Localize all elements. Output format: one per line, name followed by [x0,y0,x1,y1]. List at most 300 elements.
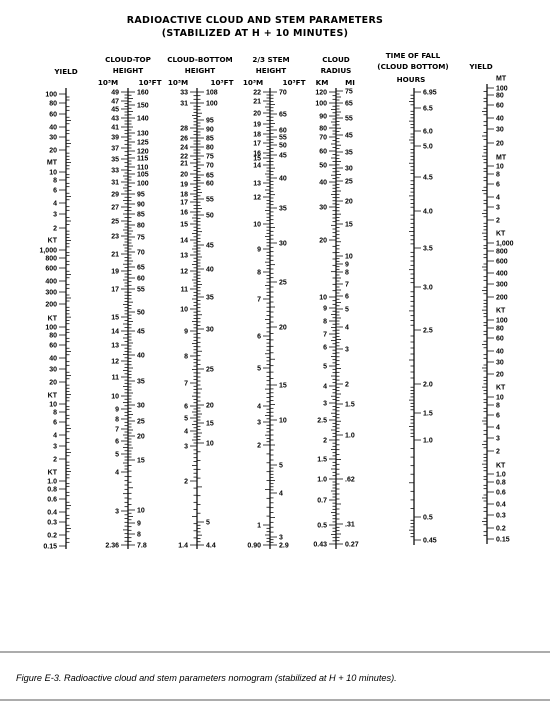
tick-label-yield_left: 600 [45,265,57,273]
tick-label-right-cloud_bottom: 75 [206,153,214,161]
unit-label-yield_right: KT [496,384,506,392]
tick-label-left-cloud_top: 17 [111,286,119,294]
tick-label-yield_left: 0.3 [47,519,57,527]
unit-label-yield_left: MT [46,159,57,167]
tick-label-yield_right: 6 [496,412,500,420]
tick-label-left-cloud_radius: 1.5 [317,456,327,464]
scale-header-time_of_fall-0: TIME OF FALL [385,51,441,60]
tick-label-yield_right: 40 [496,348,504,356]
tick-label-yield_right: 30 [496,126,504,134]
tick-label-yield_right: 80 [496,92,504,100]
tick-label-yield_left: 3 [53,211,57,219]
tick-label-right-cloud_bottom: 50 [206,212,214,220]
tick-label-time_of_fall: 0.45 [423,537,437,545]
tick-label-yield_right: 20 [496,140,504,148]
tick-label-right-cloud_bottom: 30 [206,326,214,334]
scale-units-cloud_top-left: 10³M [97,78,119,87]
tick-label-right-stem_height: 20 [279,324,287,332]
tick-label-right-cloud_top: 150 [137,102,149,110]
tick-label-right-stem_height: 25 [279,279,287,287]
scale-header-cloud_radius-1: RADIUS [320,66,352,75]
tick-label-left-cloud_bottom: 15 [180,221,188,229]
tick-label-right-cloud_bottom: 40 [206,266,214,274]
tick-label-yield_right: 1,000 [496,240,514,248]
tick-label-right-stem_height: 15 [279,382,287,390]
tick-label-right-cloud_bottom: 100 [206,100,218,108]
scale-header-stem_height-0: 2/3 STEM [252,55,290,64]
tick-label-right-cloud_top: 50 [137,309,145,317]
scale-header-cloud_top-1: HEIGHT [112,66,144,75]
tick-label-left-cloud_top: 31 [111,179,119,187]
tick-label-left-cloud_bottom: 13 [180,252,188,260]
tick-label-left-stem_height: 6 [257,333,261,341]
tick-label-left-stem_height: 2 [257,442,261,450]
scale-header-time_of_fall-2: HOURS [396,75,426,84]
tick-label-left-cloud_radius: 5 [323,363,327,371]
tick-label-right-cloud_radius: 1.0 [345,432,355,440]
tick-label-left-cloud_radius: 30 [319,204,327,212]
tick-label-right-cloud_top: 125 [137,139,149,147]
tick-label-right-cloud_radius: 20 [345,198,353,206]
tick-label-left-cloud_top: 33 [111,167,119,175]
unit-label-yield_left: KT [47,237,57,245]
tick-label-yield_left: 1,000 [39,247,57,255]
tick-label-right-cloud_top: 115 [137,155,149,163]
tick-label-right-cloud_bottom: 15 [206,420,214,428]
tick-label-right-cloud_radius: 30 [345,165,353,173]
tick-label-left-cloud_top: 12 [111,358,119,366]
tick-label-left-cloud_top: 14 [111,328,119,336]
scale-header-yield_left-0: YIELD [54,67,78,76]
tick-label-left-cloud_top: 35 [111,156,119,164]
tick-label-right-cloud_top: 15 [137,457,145,465]
tick-label-right-cloud_bottom: 90 [206,126,214,134]
tick-label-right-cloud_bottom: 80 [206,144,214,152]
tick-label-right-cloud_top: 35 [137,378,145,386]
tick-label-yield_right: 30 [496,359,504,367]
tick-label-right-cloud_bottom: 10 [206,440,214,448]
tick-label-left-cloud_top: 5 [115,451,119,459]
tick-label-left-stem_height: 13 [253,180,261,188]
tick-label-yield_right: 2 [496,217,500,225]
unit-label-yield_right: KT [496,307,506,315]
tick-label-left-cloud_radius: 8 [323,318,327,326]
scale-cloud_radius [313,55,358,549]
tick-label-left-cloud_top: 27 [111,204,119,212]
tick-label-yield_left: 300 [45,289,57,297]
tick-label-left-stem_height: 22 [253,89,261,97]
unit-label-yield_right: KT [496,462,506,470]
tick-label-right-cloud_top: 8 [137,531,141,539]
scale-units-cloud_radius-left: KM [315,78,329,87]
tick-label-left-cloud_bottom: 20 [180,171,188,179]
tick-label-time_of_fall: 2.5 [423,327,433,335]
tick-label-left-cloud_top: 47 [111,98,119,106]
tick-label-yield_right: 100 [496,317,508,325]
tick-label-yield_right: 600 [496,258,508,266]
tick-label-right-cloud_radius: 2 [345,381,349,389]
tick-label-right-cloud_bottom: 60 [206,180,214,188]
tick-label-left-cloud_top: 45 [111,106,119,114]
tick-label-right-cloud_radius: 5 [345,306,349,314]
tick-label-yield_left: 0.4 [47,509,57,517]
tick-label-time_of_fall: 2.0 [423,381,433,389]
tick-label-left-cloud_radius: 3 [323,400,327,408]
tick-label-right-stem_height: 55 [279,134,287,142]
tick-label-yield_right: 0.15 [496,536,510,544]
tick-label-yield_left: 30 [49,134,57,142]
tick-label-right-stem_height: 30 [279,240,287,248]
tick-label-time_of_fall: 4.0 [423,208,433,216]
unit-label-yield_right: MT [496,75,507,83]
tick-label-yield_right: 1.0 [496,471,506,479]
tick-label-yield_right: 40 [496,115,504,123]
tick-label-left-cloud_top: 3 [115,508,119,516]
tick-label-right-cloud_bottom: 70 [206,162,214,170]
tick-label-right-cloud_top: 10 [137,507,145,515]
tick-label-yield_left: 6 [53,419,57,427]
tick-label-left-cloud_bottom: 33 [180,89,188,97]
tick-label-yield_right: 10 [496,163,504,171]
tick-label-left-stem_height: 20 [253,110,261,118]
tick-label-left-cloud_top: 9 [115,406,119,414]
tick-label-yield_left: 4 [53,432,57,440]
tick-label-right-stem_height: 10 [279,417,287,425]
tick-label-right-cloud_top: 130 [137,130,149,138]
scale-time_of_fall [377,51,448,545]
tick-label-left-cloud_radius: 9 [323,305,327,313]
tick-label-right-stem_height: 35 [279,205,287,213]
tick-label-left-cloud_top: 21 [111,251,119,259]
tick-label-left-stem_height: 19 [253,121,261,129]
tick-label-right-cloud_bottom: 20 [206,402,214,410]
tick-label-right-cloud_top: 80 [137,222,145,230]
tick-label-left-cloud_radius: 2 [323,437,327,445]
tick-label-left-stem_height: 12 [253,194,261,202]
tick-label-yield_left: 0.8 [47,486,57,494]
tick-label-right-cloud_bottom: 35 [206,294,214,302]
tick-label-yield_left: 0.2 [47,532,57,540]
tick-label-left-cloud_bottom: 17 [180,199,188,207]
tick-label-left-cloud_top: 41 [111,124,119,132]
tick-label-yield_right: 3 [496,204,500,212]
tick-label-left-cloud_bottom: 19 [180,181,188,189]
tick-label-left-cloud_radius: 0.7 [317,497,327,505]
tick-label-right-stem_height: 5 [279,462,283,470]
tick-label-right-cloud_radius: 8 [345,269,349,277]
scale-header-cloud_top-0: CLOUD-TOP [105,55,151,64]
tick-label-yield_left: 60 [49,111,57,119]
tick-label-right-cloud_top: 110 [137,164,149,172]
tick-label-right-cloud_top: 70 [137,249,145,257]
tick-label-right-cloud_top: 65 [137,264,145,272]
tick-label-left-stem_height: 16 [253,150,261,158]
tick-label-left-cloud_radius: 90 [319,113,327,121]
tick-label-right-cloud_radius: .62 [345,476,355,484]
tick-label-yield_right: 60 [496,102,504,110]
tick-label-left-cloud_top: 37 [111,145,119,153]
tick-label-yield_left: 40 [49,355,57,363]
tick-label-left-cloud_radius: 50 [319,162,327,170]
tick-label-left-cloud_radius: 4 [323,383,327,391]
tick-label-right-cloud_top: 45 [137,328,145,336]
tick-label-yield_right: 300 [496,281,508,289]
tick-label-right-cloud_top: 40 [137,352,145,360]
tick-label-right-stem_height: 65 [279,111,287,119]
tick-label-right-stem_height: 3 [279,534,283,542]
tick-label-left-cloud_bottom: 22 [180,153,188,161]
scale-header-cloud_bottom-0: CLOUD-BOTTOM [167,55,233,64]
tick-label-time_of_fall: 6.95 [423,89,437,97]
tick-label-right-stem_height: 60 [279,127,287,135]
tick-label-right-cloud_radius: 75 [345,88,353,96]
tick-label-left-cloud_radius: 120 [315,89,327,97]
tick-label-left-cloud_top: 2.36 [105,542,119,550]
tick-label-right-stem_height: 2.9 [279,542,289,550]
tick-label-left-cloud_bottom: 4 [184,428,188,436]
tick-label-yield_right: 0.6 [496,489,506,497]
tick-label-left-cloud_bottom: 24 [180,144,188,152]
tick-label-left-cloud_bottom: 14 [180,237,188,245]
tick-label-yield_left: 60 [49,342,57,350]
tick-label-yield_left: 1.0 [47,478,57,486]
tick-label-right-cloud_radius: 0.27 [345,541,359,549]
tick-label-right-cloud_top: 100 [137,180,149,188]
tick-label-right-cloud_top: 120 [137,148,149,156]
tick-label-right-stem_height: 40 [279,175,287,183]
scales-layer [39,51,513,551]
tick-label-yield_right: 4 [496,194,500,202]
tick-label-right-cloud_bottom: 4.4 [206,542,216,550]
tick-label-yield_right: 8 [496,402,500,410]
tick-label-left-cloud_radius: 6 [323,344,327,352]
tick-label-yield_right: 8 [496,171,500,179]
tick-label-yield_left: 80 [49,100,57,108]
tick-label-yield_left: 8 [53,177,57,185]
tick-label-yield_left: 10 [49,401,57,409]
tick-label-left-stem_height: 14 [253,162,261,170]
tick-label-left-stem_height: 17 [253,140,261,148]
tick-label-right-cloud_bottom: 85 [206,135,214,143]
chart-title-line2: (STABILIZED AT H + 10 MINUTES) [161,28,349,39]
tick-label-left-cloud_top: 43 [111,115,119,123]
tick-label-left-cloud_radius: 0.43 [313,541,327,549]
tick-label-yield_right: 3 [496,435,500,443]
tick-label-right-cloud_bottom: 45 [206,242,214,250]
tick-label-left-cloud_top: 13 [111,342,119,350]
tick-label-right-cloud_top: 90 [137,201,145,209]
tick-label-yield_right: 0.4 [496,501,506,509]
tick-label-right-cloud_top: 9 [137,520,141,528]
tick-label-left-cloud_bottom: 31 [180,100,188,108]
tick-label-left-cloud_top: 25 [111,218,119,226]
tick-label-left-cloud_top: 23 [111,233,119,241]
tick-label-right-cloud_radius: 45 [345,132,353,140]
tick-label-time_of_fall: 3.5 [423,245,433,253]
tick-label-left-cloud_radius: 70 [319,134,327,142]
tick-label-left-cloud_bottom: 16 [180,209,188,217]
tick-label-left-cloud_top: 39 [111,134,119,142]
tick-label-yield_left: 400 [45,278,57,286]
tick-label-left-cloud_bottom: 21 [180,160,188,168]
figure-caption: Figure E-3. Radioactive cloud and stem parameters nomogram (stabilized at H + 10 minutes). [16,673,397,683]
tick-label-time_of_fall: 5.0 [423,143,433,151]
unit-label-yield_right: MT [496,154,507,162]
tick-label-yield_left: 20 [49,379,57,387]
tick-label-left-cloud_bottom: 1.4 [178,542,188,550]
tick-label-yield_left: 800 [45,255,57,263]
tick-label-right-cloud_bottom: 5 [206,519,210,527]
tick-label-right-cloud_radius: 15 [345,221,353,229]
tick-label-yield_right: 0.3 [496,512,506,520]
tick-label-yield_left: 80 [49,332,57,340]
unit-label-yield_left: KT [47,392,57,400]
tick-label-left-cloud_radius: 2.5 [317,417,327,425]
tick-label-right-cloud_top: 7.8 [137,542,147,550]
tick-label-left-cloud_top: 7 [115,426,119,434]
tick-label-left-stem_height: 3 [257,419,261,427]
tick-label-right-stem_height: 50 [279,142,287,150]
tick-label-yield_left: 200 [45,301,57,309]
unit-label-yield_right: KT [496,230,506,238]
tick-label-left-cloud_radius: 7 [323,331,327,339]
tick-label-yield_right: 0.2 [496,525,506,533]
tick-label-yield_right: 6 [496,181,500,189]
tick-label-time_of_fall: 6.5 [423,105,433,113]
scale-units-cloud_radius-right: MI [345,78,355,87]
tick-label-right-cloud_top: 25 [137,418,145,426]
tick-label-right-cloud_radius: 6 [345,293,349,301]
tick-label-yield_right: 2 [496,448,500,456]
tick-label-left-cloud_bottom: 10 [180,306,188,314]
tick-label-yield_left: 40 [49,124,57,132]
tick-label-right-cloud_bottom: 25 [206,366,214,374]
tick-label-yield_left: 8 [53,409,57,417]
tick-label-yield_left: 100 [45,91,57,99]
scale-units-stem_height-right: 10³FT [282,78,306,87]
tick-label-yield_left: 0.15 [43,543,57,551]
tick-label-yield_left: 0.6 [47,496,57,504]
tick-label-right-cloud_bottom: 95 [206,117,214,125]
tick-label-yield_left: 30 [49,366,57,374]
tick-label-left-stem_height: 18 [253,131,261,139]
tick-label-right-cloud_radius: 35 [345,149,353,157]
scale-stem_height [243,55,306,550]
scale-yield_left [39,67,77,551]
scale-cloud_top [98,55,162,550]
tick-label-right-cloud_radius: 7 [345,281,349,289]
tick-label-right-cloud_radius: 3 [345,346,349,354]
tick-label-left-cloud_top: 49 [111,89,119,97]
tick-label-right-cloud_bottom: 65 [206,172,214,180]
tick-label-right-cloud_bottom: 55 [206,196,214,204]
tick-label-yield_left: 2 [53,456,57,464]
tick-label-left-stem_height: 15 [253,155,261,163]
scale-units-stem_height-left: 10³M [242,78,264,87]
scale-yield_right [468,62,513,544]
tick-label-yield_left: 2 [53,225,57,233]
tick-label-left-stem_height: 8 [257,269,261,277]
tick-label-yield_right: 20 [496,371,504,379]
chart-title-line1: RADIOACTIVE CLOUD AND STEM PARAMETERS [126,15,384,26]
tick-label-left-cloud_top: 19 [111,268,119,276]
tick-label-yield_right: 400 [496,270,508,278]
tick-label-left-stem_height: 1 [257,522,261,530]
tick-label-yield_right: 4 [496,424,500,432]
tick-label-right-cloud_radius: 65 [345,100,353,108]
tick-label-yield_right: 100 [496,85,508,93]
tick-label-right-cloud_top: 30 [137,402,145,410]
tick-label-right-cloud_radius: 4 [345,324,349,332]
tick-label-right-cloud_radius: 10 [345,253,353,261]
tick-label-left-cloud_bottom: 18 [180,191,188,199]
tick-label-yield_left: 20 [49,147,57,155]
tick-label-right-cloud_top: 140 [137,115,149,123]
tick-label-left-stem_height: 5 [257,365,261,373]
tick-label-right-stem_height: 4 [279,490,283,498]
tick-label-left-cloud_top: 6 [115,438,119,446]
unit-label-yield_left: KT [47,469,57,477]
tick-label-left-cloud_radius: 80 [319,125,327,133]
tick-label-left-cloud_bottom: 26 [180,135,188,143]
tick-label-right-stem_height: 45 [279,152,287,160]
scale-header-time_of_fall-1: (CLOUD BOTTOM) [377,62,449,71]
tick-label-left-cloud_radius: 10 [319,294,327,302]
tick-label-time_of_fall: 6.0 [423,128,433,136]
tick-label-time_of_fall: 3.0 [423,284,433,292]
tick-label-left-cloud_radius: 40 [319,179,327,187]
scale-header-cloud_bottom-1: HEIGHT [184,66,216,75]
tick-label-yield_right: 10 [496,394,504,402]
tick-label-right-stem_height: 70 [279,89,287,97]
tick-label-yield_left: 3 [53,443,57,451]
tick-label-left-cloud_radius: 20 [319,237,327,245]
tick-label-right-cloud_top: 105 [137,171,149,179]
tick-label-right-cloud_radius: 9 [345,261,349,269]
tick-label-yield_right: 0.8 [496,479,506,487]
scale-header-yield_right-0: YIELD [469,62,493,71]
tick-label-left-cloud_radius: 100 [315,100,327,108]
scale-units-cloud_bottom-right: 10³FT [210,78,234,87]
tick-label-left-cloud_radius: 60 [319,148,327,156]
tick-label-yield_left: 6 [53,187,57,195]
tick-label-right-cloud_top: 75 [137,234,145,242]
tick-label-left-cloud_radius: 1.0 [317,476,327,484]
tick-label-left-stem_height: 21 [253,98,261,106]
tick-label-left-cloud_bottom: 11 [180,286,188,294]
tick-label-left-cloud_bottom: 3 [184,443,188,451]
tick-label-right-cloud_radius: 55 [345,115,353,123]
tick-label-left-cloud_bottom: 8 [184,353,188,361]
tick-label-left-cloud_bottom: 12 [180,268,188,276]
tick-label-time_of_fall: 0.5 [423,514,433,522]
tick-label-left-cloud_top: 11 [111,374,119,382]
tick-label-right-cloud_radius: .31 [345,521,355,529]
tick-label-left-stem_height: 9 [257,246,261,254]
tick-label-left-cloud_bottom: 6 [184,403,188,411]
tick-label-right-cloud_top: 85 [137,211,145,219]
tick-label-time_of_fall: 4.5 [423,174,433,182]
tick-label-left-cloud_top: 29 [111,191,119,199]
tick-label-right-cloud_top: 20 [137,433,145,441]
tick-label-left-cloud_bottom: 28 [180,125,188,133]
tick-label-left-stem_height: 10 [253,221,261,229]
tick-label-right-cloud_top: 55 [137,286,145,294]
tick-label-right-cloud_top: 95 [137,191,145,199]
tick-label-left-cloud_top: 10 [111,393,119,401]
tick-label-right-cloud_top: 60 [137,275,145,283]
tick-label-yield_right: 800 [496,248,508,256]
